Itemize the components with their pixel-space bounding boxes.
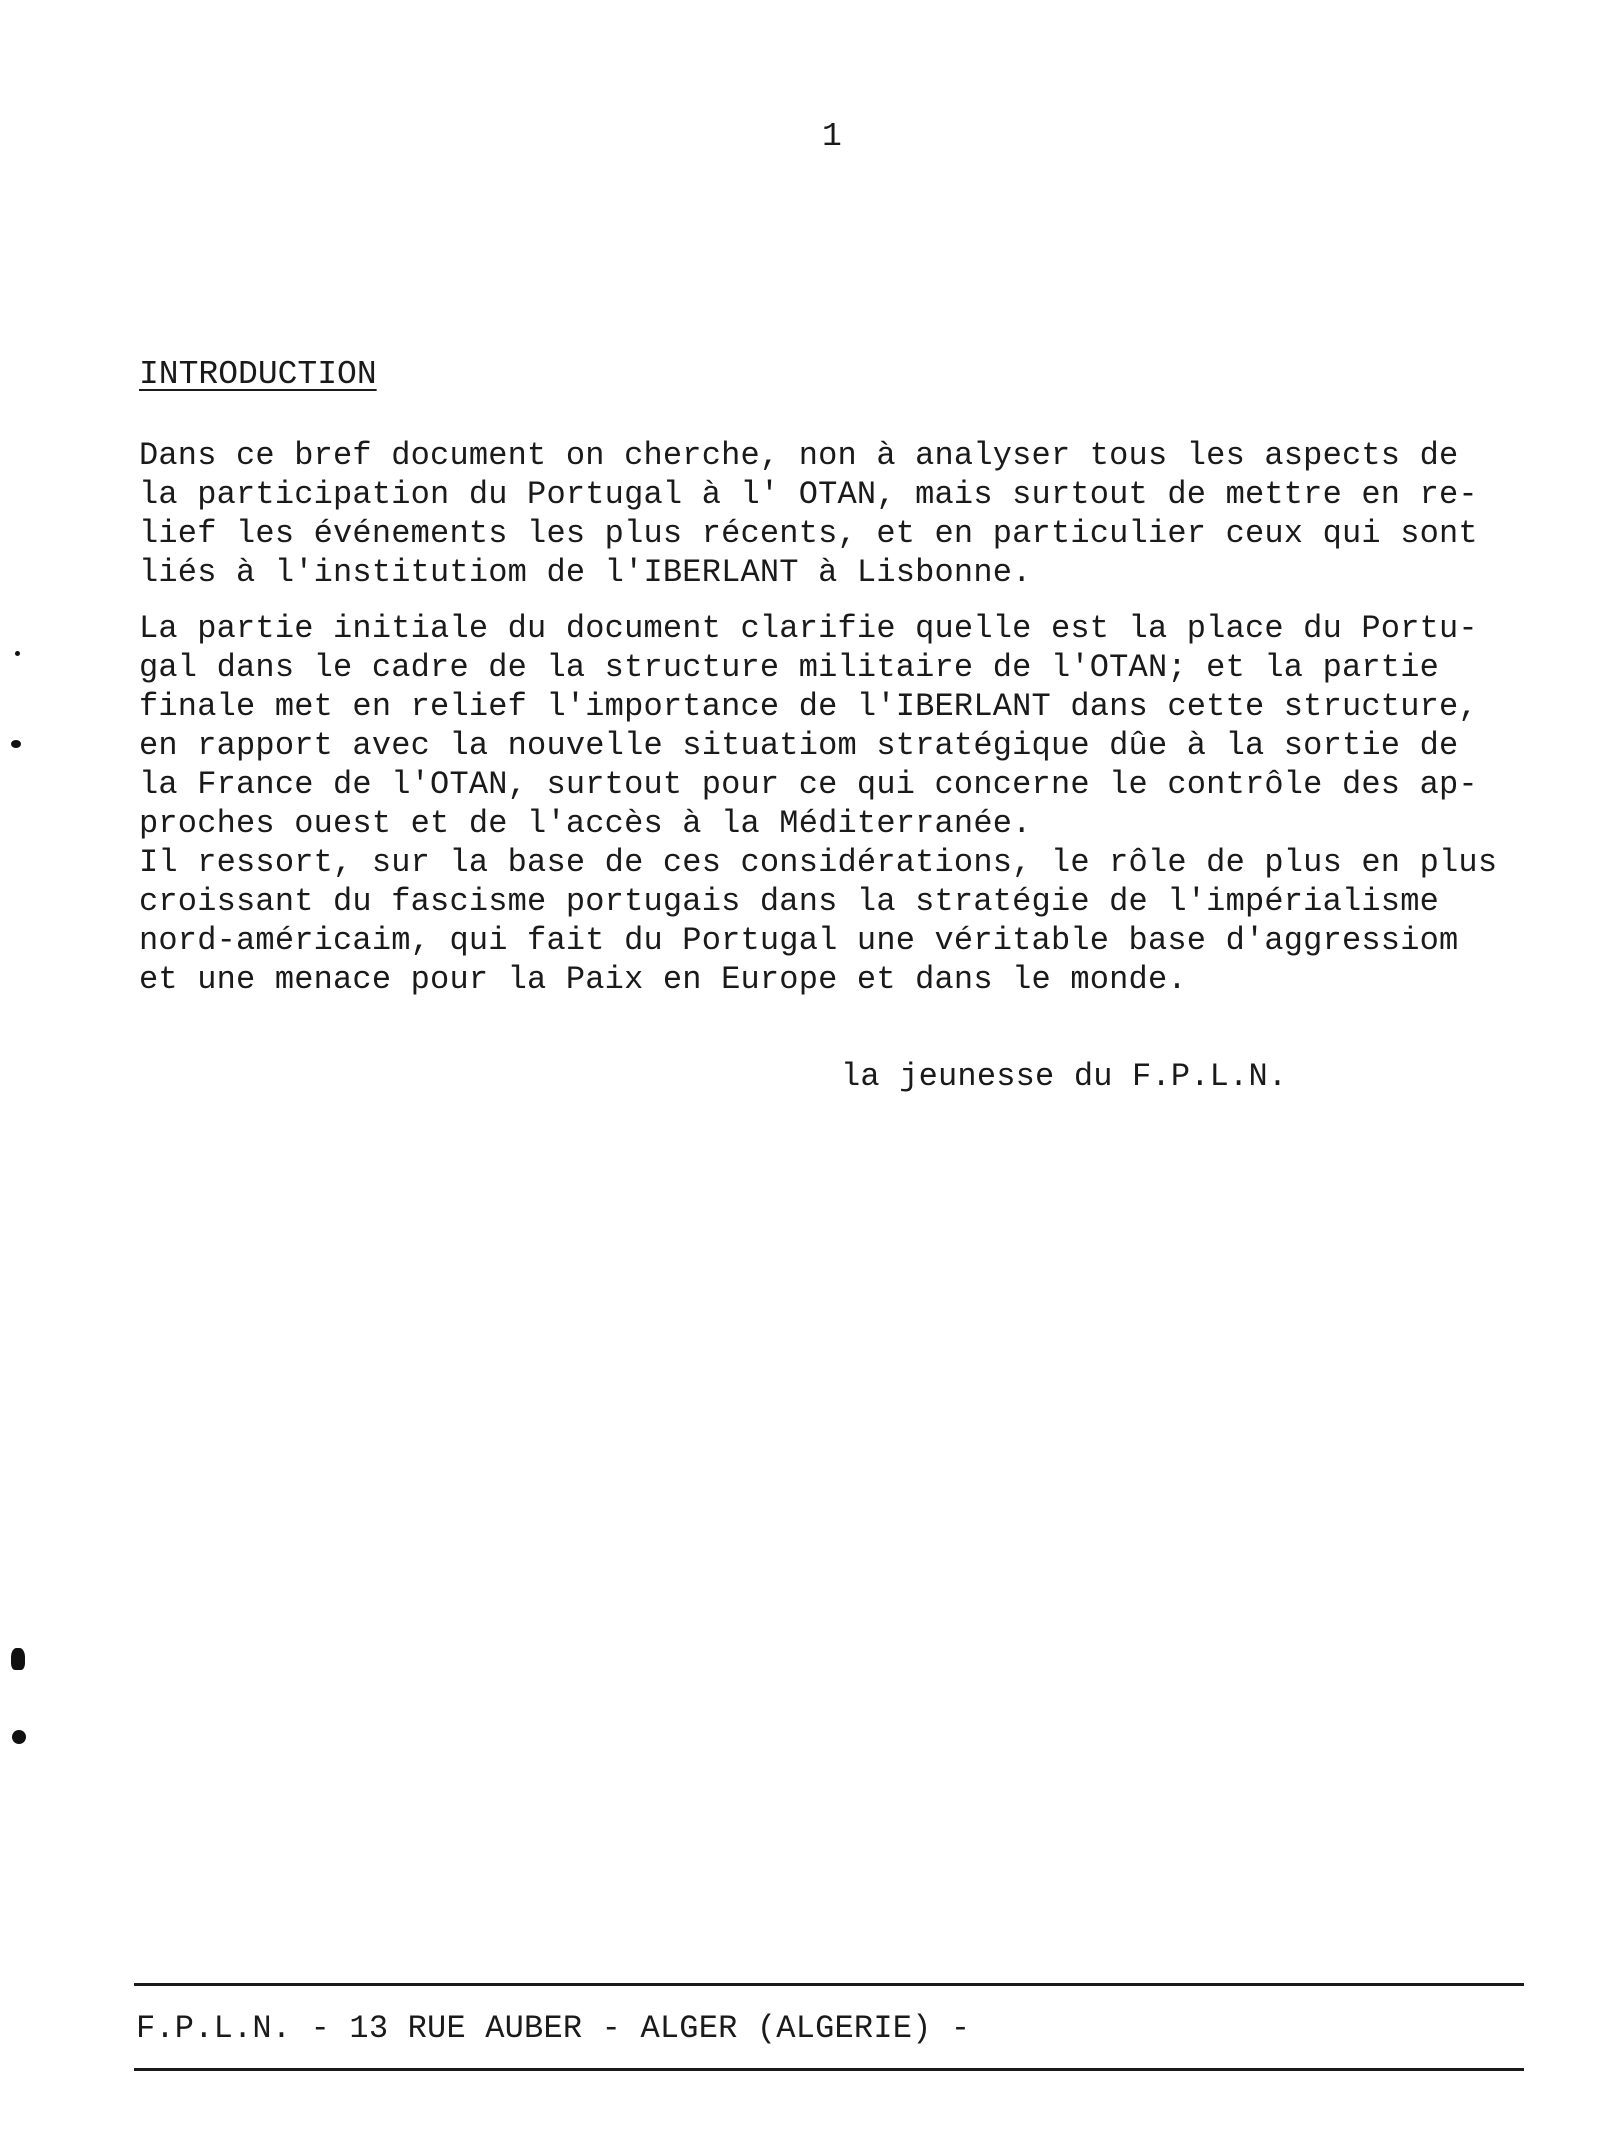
paragraph-line: et une menace pour la Paix en Europe et dans le monde. bbox=[139, 961, 1187, 998]
paragraph-line: La partie initiale du document clarifie quelle est la place du Portu- bbox=[139, 610, 1478, 647]
page-number: 1 bbox=[822, 118, 842, 155]
scan-speck bbox=[11, 740, 21, 748]
paragraph-2 bbox=[139, 609, 1559, 999]
paragraph-line: gal dans le cadre de la structure militaire de l'OTAN; et la partie bbox=[139, 649, 1440, 686]
paragraph-line: Il ressort, sur la base de ces considérations, le rôle de plus en plus bbox=[139, 844, 1498, 881]
paragraph-1 bbox=[139, 436, 1559, 592]
footer-address: F.P.L.N. - 13 RUE AUBER - ALGER (ALGERIE) - bbox=[136, 2010, 971, 2047]
paragraph-line: croissant du fascisme portugais dans la stratégie de l'impérialisme bbox=[139, 883, 1440, 920]
paragraph-line: la participation du Portugal à l' OTAN, mais surtout de mettre en re- bbox=[139, 476, 1478, 513]
paragraph-line: proches ouest et de l'accès à la Méditerranée. bbox=[139, 805, 1032, 842]
paragraph-line: finale met en relief l'importance de l'IBERLANT dans cette structure, bbox=[139, 688, 1478, 725]
footer-rule-top bbox=[134, 1983, 1524, 1986]
scan-speck bbox=[11, 1648, 25, 1670]
paragraph-line: la France de l'OTAN, surtout pour ce qui concerne le contrôle des ap- bbox=[139, 766, 1478, 803]
paragraph-line: nord-américaim, qui fait du Portugal une véritable base d'aggressiom bbox=[139, 922, 1459, 959]
section-heading: INTRODUCTION bbox=[139, 356, 377, 393]
paragraph-line: lief les événements les plus récents, et en particulier ceux qui sont bbox=[139, 515, 1478, 552]
paragraph-line: Dans ce bref document on cherche, non à analyser tous les aspects de bbox=[139, 437, 1459, 474]
signature: la jeunesse du F.P.L.N. bbox=[841, 1058, 1288, 1095]
paragraph-line: liés à l'institutiom de l'IBERLANT à Lisbonne. bbox=[139, 554, 1032, 591]
paragraph-line: en rapport avec la nouvelle situatiom stratégique dûe à la sortie de bbox=[139, 727, 1459, 764]
scan-speck bbox=[15, 651, 20, 656]
scan-speck bbox=[12, 1730, 26, 1744]
footer-rule-bottom bbox=[134, 2068, 1524, 2071]
